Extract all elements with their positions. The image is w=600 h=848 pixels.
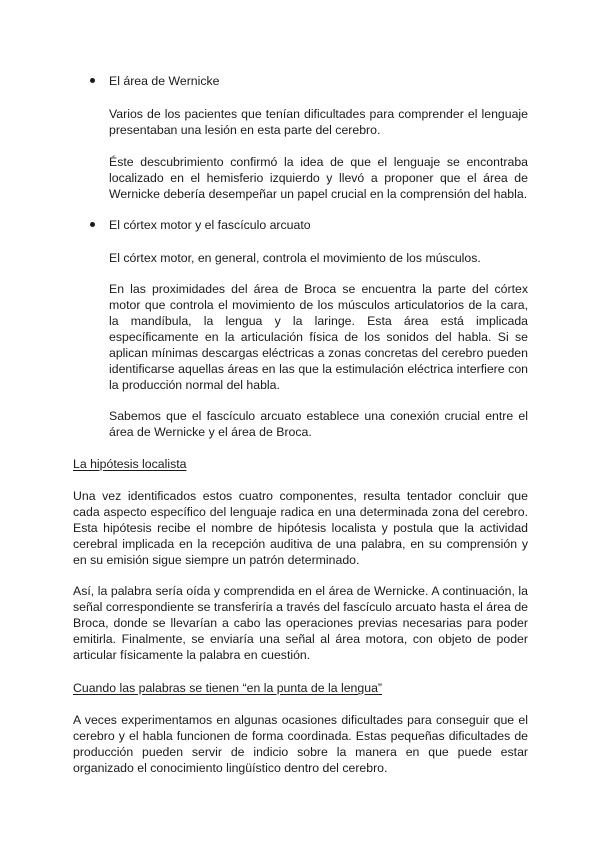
- bullet-label-motor: El córtex motor y el fascículo arcuato: [109, 218, 311, 232]
- paragraph-motor-1: El córtex motor, en general, controla el movimiento de los músculos.: [109, 251, 481, 265]
- bullet-icon: [90, 222, 95, 227]
- bullet-item-motor: [90, 217, 530, 233]
- paragraph-motor-2: En las proximidades del área de Broca se encuentra la parte del córtex motor que controla el movimiento de los músculos articulatorios de la cara, la mandíbula, la lengua y la laringe. Esta área está implicada específicamente en la articulación física de los sonidos del habla. Si se aplican mínimas descargas eléctricas a zonas concretas del cerebro pueden identificarse aquellas áreas en las que la estimulación eléctrica interfiere con la producción normal del habla.: [109, 282, 528, 392]
- bullet-item-wernicke: [90, 73, 530, 89]
- paragraph-localista-2: Así, la palabra sería oída y comprendida en el área de Wernicke. A continuación, la señal correspondiente se transferiría a través del fascículo arcuato hasta el área de Broca, donde se llevarían a cabo las operaciones previas necesarias para poder emitirla. Finalmente, se enviaría una señal al área motora, con objeto de poder articular físicamente la palabra en cuestión.: [73, 584, 528, 662]
- paragraph-localista-1: Una vez identificados estos cuatro componentes, resulta tentador concluir que cada aspecto específico del lenguaje radica en una determinada zona del cerebro. Esta hipótesis recibe el nombre de hipótesis localista y postula que la actividad cerebral implicada en la recepción auditiva de una palabra, en su comprensión y en su emisión sigue siempre un patrón determinado.: [73, 489, 528, 567]
- paragraph-punta-1: A veces experimentamos en algunas ocasiones dificultades para conseguir que el cerebro y el habla funcionen de forma coordinada. Estas pequeñas dificultades de producción pueden servir de indicio sobre la manera en que puede estar organizado el conocimiento lingüístico dentro del cerebro.: [73, 713, 528, 775]
- paragraph-motor-3: Sabemos que el fascículo arcuato establece una conexión crucial entre el área de Wernicke y el área de Broca.: [109, 409, 528, 439]
- bullet-icon: [90, 78, 95, 83]
- bullet-label-wernicke: El área de Wernicke: [109, 74, 220, 88]
- heading-punta-lengua: Cuando las palabras se tienen “en la punta de la lengua”: [73, 681, 383, 695]
- paragraph-wernicke-1: Varios de los pacientes que tenían dificultades para comprender el lenguaje presentaban una lesión en esta parte del cerebro.: [109, 107, 528, 137]
- paragraph-wernicke-2: Éste descubrimiento confirmó la idea de que el lenguaje se encontraba localizado en el hemisferio izquierdo y llevó a proponer que el área de Wernicke debería desempeñar un papel crucial en la comprensión del habla.: [109, 155, 528, 201]
- heading-hipotesis-localista: La hipótesis localista: [73, 457, 187, 471]
